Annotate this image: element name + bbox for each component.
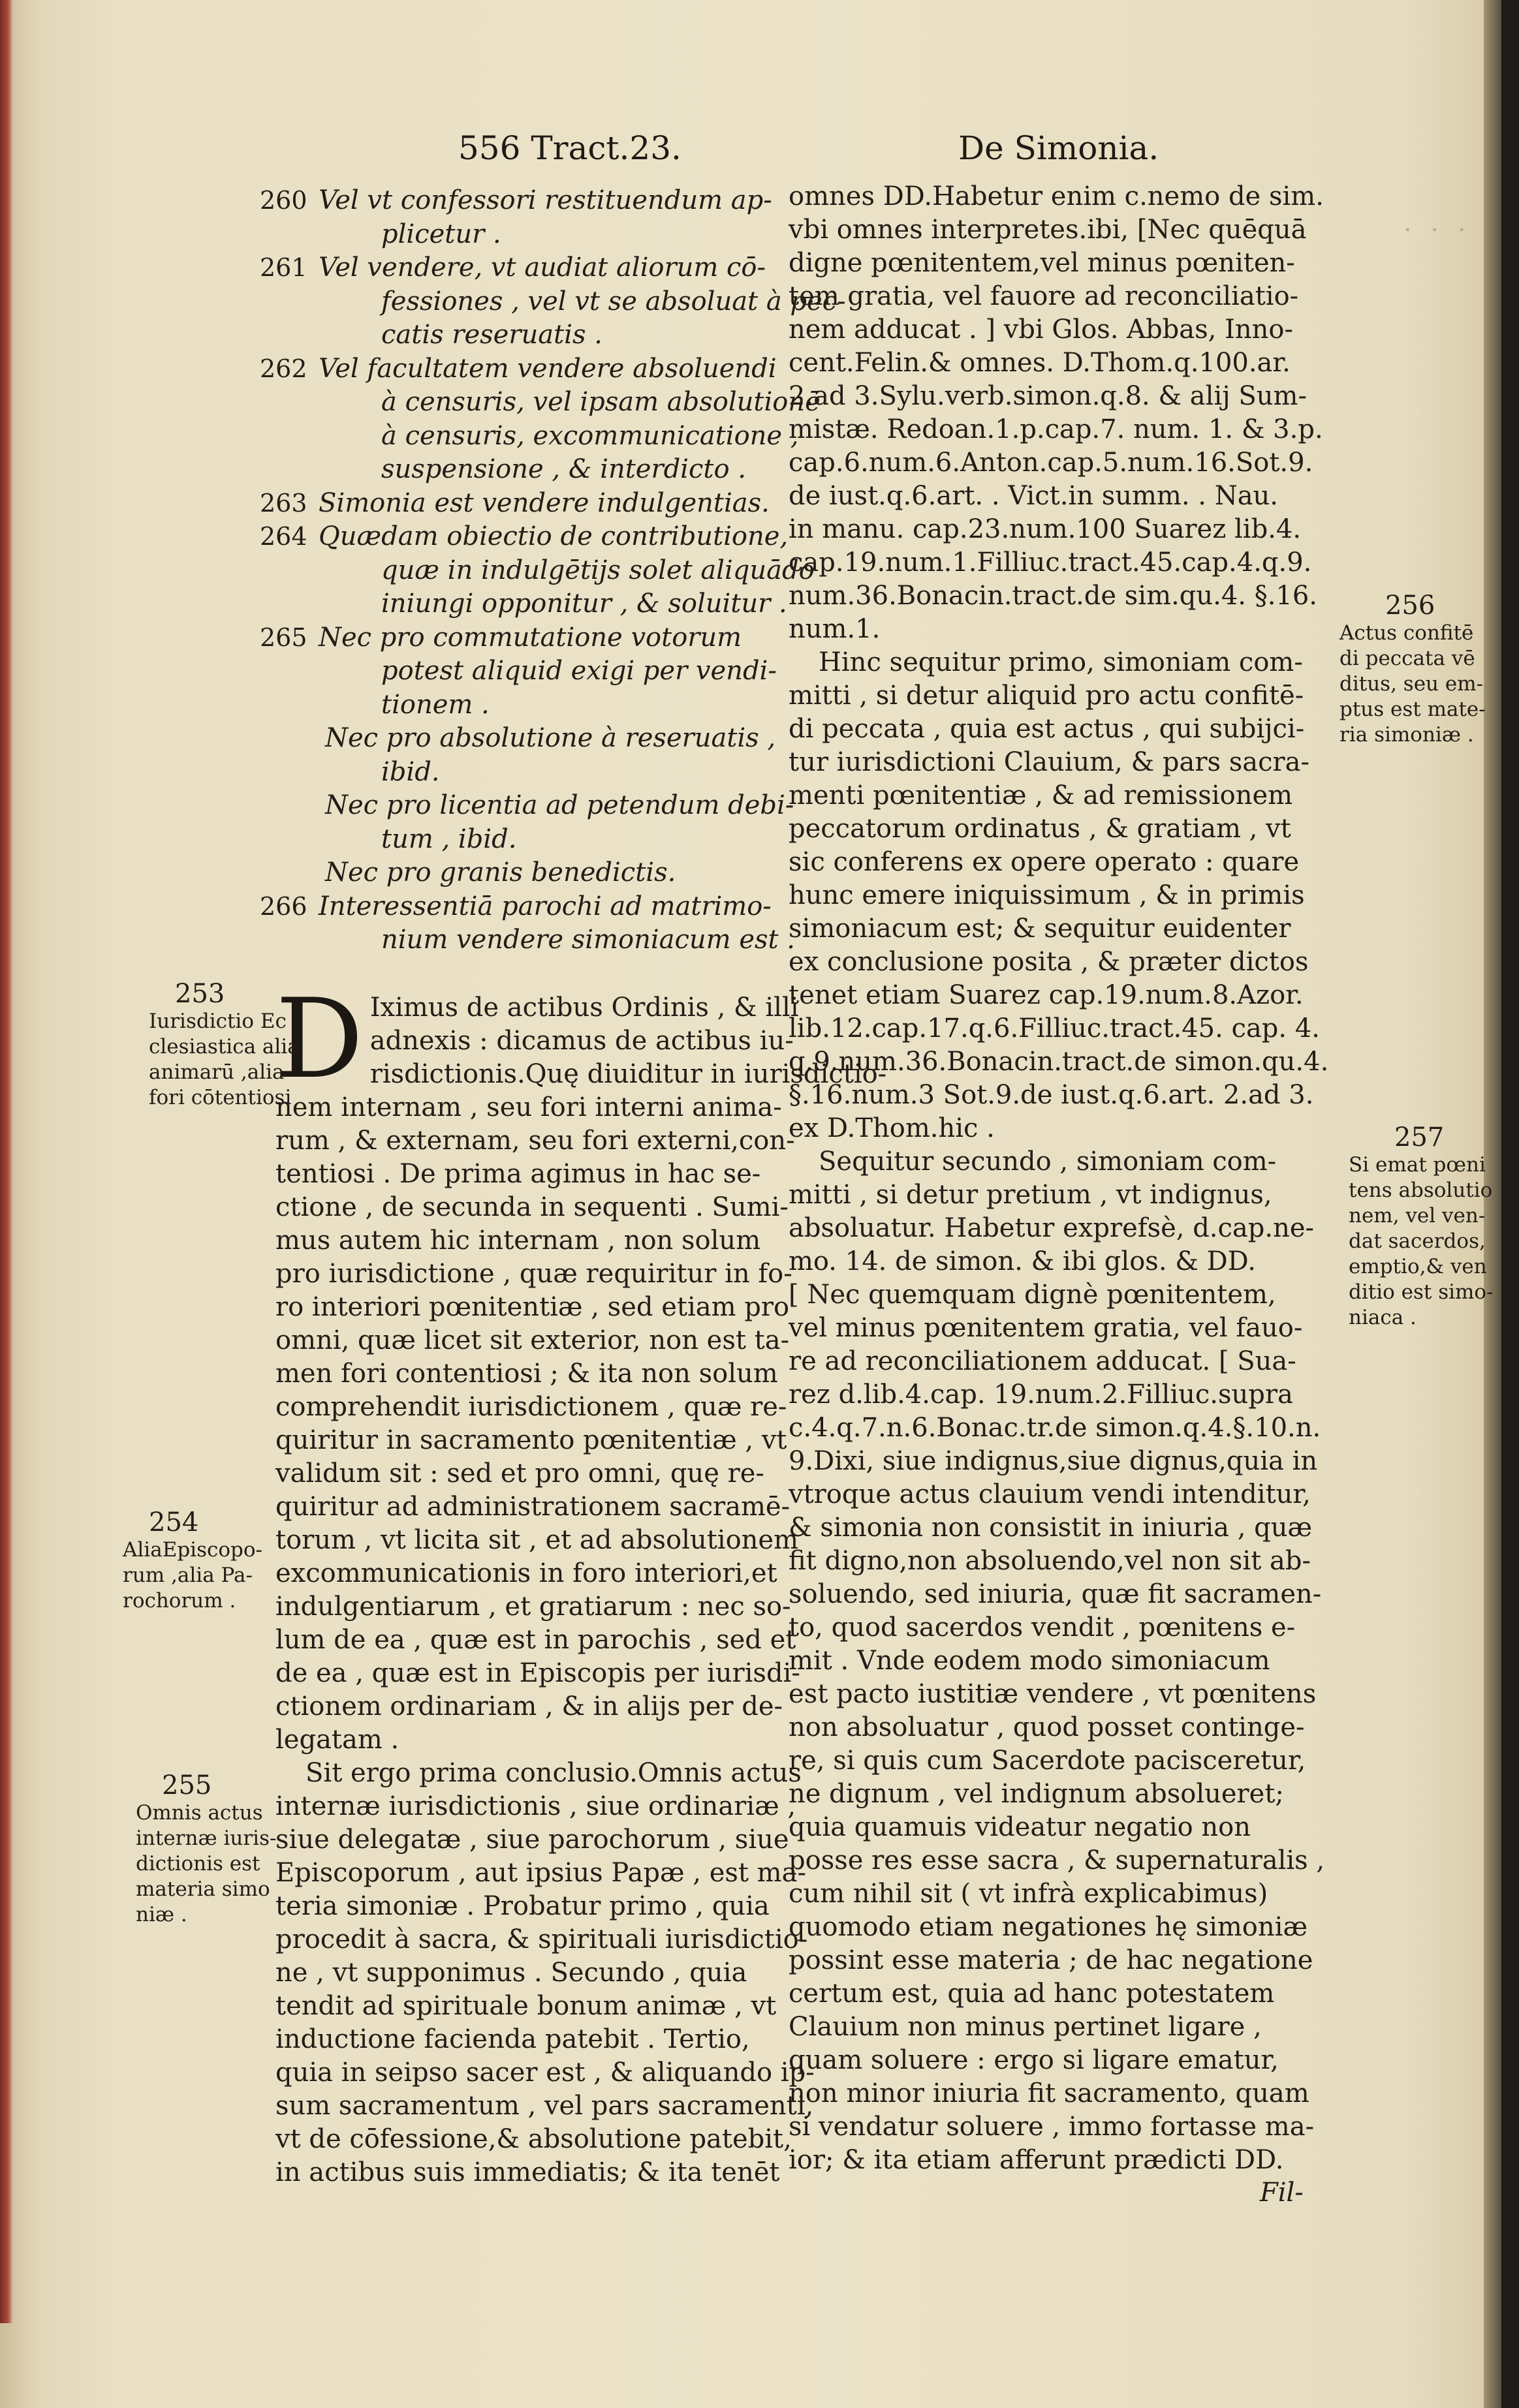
right-body-column	[789, 180, 1343, 2177]
body-line: si vendatur soluere , immo fortasse ma-	[789, 2112, 1315, 2142]
body-line: quiritur in sacramento pœnitentiæ , vt	[275, 1425, 787, 1455]
summary-line: Quædam obiectio de contributione, 264	[319, 520, 802, 554]
margin-note-line: nem, vel ven-	[1349, 1204, 1486, 1227]
body-line: nem internam , seu fori interni anima-	[275, 1092, 782, 1122]
summary-line: ibid.	[381, 756, 440, 787]
summary-line: tionem .	[381, 689, 490, 720]
summary-line: Vel vendere, vt audiat aliorum cō- 261	[319, 251, 802, 285]
body-line: nem adducat . ] vbi Glos. Abbas, Inno-	[789, 315, 1294, 345]
margin-note-line: dat sacerdos,	[1349, 1229, 1486, 1253]
margin-note-line: materia simo	[136, 1877, 270, 1901]
body-line: quomodo etiam negationes hę simoniæ	[789, 1912, 1308, 1942]
summary-line: suspensione , & interdicto .	[381, 454, 746, 484]
margin-note-line: niaca .	[1349, 1306, 1417, 1329]
body-line: torum , vt licita sit , et ad absolutionem	[275, 1525, 799, 1555]
margin-note-line: Si emat pœni	[1349, 1153, 1486, 1177]
show-through-text: · · ·	[1403, 215, 1471, 245]
margin-note-number: 254	[149, 1507, 199, 1537]
body-line: ctione , de secunda in sequenti . Sumi-	[275, 1192, 789, 1222]
body-line: mistæ. Redoan.1.p.cap.7. num. 1. & 3.p.	[789, 414, 1323, 444]
running-subject: De Simonia.	[958, 129, 1159, 167]
margin-note-line: dictionis est	[136, 1852, 260, 1875]
summary-number: 265	[260, 623, 307, 652]
body-line: mus autem hic internam , non solum	[275, 1226, 761, 1256]
summary-line: Nec pro commutatione votorum 265	[319, 621, 802, 655]
summary-number: 260	[260, 186, 307, 215]
body-line: tenet etiam Suarez cap.19.num.8.Azor.	[789, 980, 1304, 1010]
margin-note	[1349, 1122, 1494, 1331]
body-line: tendit ad spirituale bonum animæ , vt	[275, 1991, 777, 2021]
margin-note-line: tens absolutio	[1349, 1179, 1493, 1202]
summary-line: à censuris, vel ipsam absolutionē	[381, 387, 821, 417]
margin-note-line: Actus confitē	[1339, 621, 1474, 645]
body-line: possint esse materia ; de hac negatione	[789, 1945, 1313, 1975]
body-line: non absoluatur , quod posset continge-	[789, 1712, 1305, 1742]
body-line: soluendo, sed iniuria, quæ fit sacramen-	[789, 1579, 1322, 1609]
body-line: cap.6.num.6.Anton.cap.5.num.16.Sot.9.	[789, 448, 1313, 478]
summary-number: 266	[260, 891, 307, 921]
summary-line: Nec pro licentia ad petendum debi-	[325, 790, 794, 820]
body-line: hunc emere iniquissimum , & in primis	[789, 880, 1305, 910]
margin-note	[123, 1507, 262, 1614]
body-line: quia quamuis videatur negatio non	[789, 1812, 1251, 1842]
body-line: ne , vt supponimus . Secundo , quia	[275, 1958, 747, 1988]
summary-line: plicetur .	[381, 219, 501, 249]
margin-note-line: rum ,alia Pa-	[123, 1564, 253, 1587]
margin-note-line: clesiastica alia	[149, 1035, 300, 1058]
margin-note-number: 257	[1394, 1122, 1445, 1152]
body-line: 2.ad 3.Sylu.verb.simon.q.8. & alij Sum-	[789, 381, 1307, 411]
body-line: de ea , quæ est in Episcopis per iurisdi-	[275, 1658, 800, 1688]
body-line: non minor iniuria fit sacramento, quam	[789, 2078, 1309, 2108]
body-line: inductione facienda patebit . Tertio,	[275, 2024, 750, 2054]
body-line: simoniacum est; & sequitur euidenter	[789, 914, 1291, 944]
body-line: lib.12.cap.17.q.6.Filliuc.tract.45. cap. 4.	[789, 1013, 1321, 1043]
body-line: risdictionis.Quę diuiditur in iurisdictio-	[369, 1059, 887, 1089]
body-line: vt de cōfessione,& absolutione patebit,	[275, 2124, 792, 2154]
body-line: di peccata , quia est actus , qui subijci-	[789, 714, 1305, 744]
margin-note-number: 253	[175, 979, 225, 1009]
body-line: vbi omnes interpretes.ibi, [Nec quēquā	[789, 215, 1307, 245]
body-line: adnexis : dicamus de actibus iu-	[369, 1026, 794, 1056]
body-line: rez d.lib.4.cap. 19.num.2.Filliuc.supra	[789, 1380, 1293, 1410]
body-line: validum sit : sed et pro omni, quę re-	[275, 1459, 764, 1489]
body-line: de iust.q.6.art. . Vict.in summ. . Nau.	[789, 481, 1279, 511]
summary-line: quæ in indulgētijs solet aliquādo	[381, 555, 815, 585]
summary-line: catis reseruatis .	[381, 320, 603, 350]
body-line: mit . Vnde eodem modo simoniacum	[789, 1646, 1270, 1676]
body-line: §.16.num.3 Sot.9.de iust.q.6.art. 2.ad 3.	[789, 1080, 1314, 1110]
body-line: cum nihil sit ( vt infrà explicabimus)	[789, 1879, 1268, 1909]
body-line: mitti , si detur aliquid pro actu confitē-	[789, 681, 1304, 711]
margin-note-line: Iurisdictio Ec	[149, 1010, 287, 1033]
body-line: ex conclusione posita , & præter dictos	[789, 947, 1309, 977]
margin-note-line: animarū ,alia	[149, 1060, 285, 1084]
body-line: quia in seipso sacer est , & aliquando ip-	[275, 2058, 815, 2088]
body-line: internæ iurisdictionis , siue ordinariæ ,	[275, 1791, 796, 1821]
body-line: lum de ea , quæ est in parochis , sed et	[275, 1625, 796, 1655]
body-line: quiritur ad administrationem sacramē-	[275, 1492, 791, 1522]
body-line: peccatorum ordinatus , & gratiam , vt	[789, 814, 1291, 844]
margin-note-number: 255	[162, 1770, 212, 1800]
body-line: vel minus pœnitentem gratia, vel fauo-	[789, 1313, 1303, 1343]
summary-line: Vel vt confessori restituendum ap- 260	[319, 184, 802, 218]
body-line: ctionem ordinariam , & in alijs per de-	[275, 1691, 783, 1721]
body-line: fit digno,non absoluendo,vel non sit ab-	[789, 1546, 1311, 1576]
body-line: & simonia non consistit in iniuria , quæ	[789, 1513, 1313, 1543]
summary-line: potest aliquid exigi per vendi-	[381, 656, 777, 686]
body-line: pro iurisdictione , quæ requiritur in fo-	[275, 1259, 792, 1289]
body-line: Iximus de actibus Ordinis , & illi	[369, 993, 799, 1023]
margin-note-line: di peccata vē	[1339, 647, 1475, 670]
body-line: menti pœnitentiæ , & ad remissionem	[789, 780, 1293, 810]
summary-number: 262	[260, 354, 307, 383]
margin-note	[1339, 591, 1486, 748]
catchword: Fil-	[1260, 2178, 1304, 2208]
body-line: men fori contentiosi ; & ita non solum	[275, 1359, 778, 1389]
body-line: excommunicationis in foro interiori,et	[275, 1558, 777, 1588]
body-line: Sequitur secundo , simoniam com-	[819, 1147, 1277, 1177]
margin-note-line: ria simoniæ .	[1339, 723, 1474, 747]
body-line: Hinc sequitur primo, simoniam com-	[819, 647, 1303, 677]
body-line: procedit à sacra, & spirituali iurisdictio-	[275, 1924, 808, 1954]
body-line: num.1.	[789, 614, 881, 644]
summary-number: 264	[260, 522, 307, 551]
body-line: re ad reconciliationem adducat. [ Sua-	[789, 1346, 1296, 1376]
body-line: q.9.num.36.Bonacin.tract.de simon.qu.4.	[789, 1047, 1329, 1077]
body-line: indulgentiarum , et gratiarum : nec so-	[275, 1592, 791, 1622]
margin-note-line: emptio,& ven	[1349, 1255, 1487, 1278]
body-line: tentiosi . De prima agimus in hac se-	[275, 1159, 761, 1189]
body-line: teria simoniæ . Probatur primo , quia	[275, 1891, 770, 1921]
summary-line: iniungi opponitur , & soluitur .	[381, 589, 787, 619]
body-line: tem gratia, vel fauore ad reconciliatio-	[789, 281, 1299, 311]
body-line: Episcoporum , aut ipsius Papæ , est ma-	[275, 1858, 806, 1888]
body-line: legatam .	[275, 1725, 399, 1755]
body-line: comprehendit iurisdictionem , quæ re-	[275, 1392, 787, 1422]
body-line: ex D.Thom.hic .	[789, 1113, 995, 1143]
body-line: ne dignum , vel indignum absolueret;	[789, 1779, 1284, 1809]
body-line: to, quod sacerdos vendit , pœnitens e-	[789, 1613, 1296, 1643]
body-line: vtroque actus clauium vendi intenditur,	[789, 1479, 1311, 1509]
body-line: sum sacramentum , vel pars sacramenti,	[275, 2091, 814, 2121]
body-line: in manu. cap.23.num.100 Suarez lib.4.	[789, 514, 1302, 544]
margin-note-line: ditus, seu em-	[1339, 672, 1484, 696]
left-body-column	[275, 975, 887, 2189]
page-edge-red	[0, 0, 13, 2323]
margin-note-line: ptus est mate-	[1339, 698, 1486, 721]
body-line: c.4.q.7.n.6.Bonac.tr.de simon.q.4.§.10.n.	[789, 1413, 1321, 1443]
body-line: rum , & externam, seu fori externi,con-	[275, 1126, 795, 1156]
summary-line: fessiones , vel vt se absoluat à pec-	[381, 286, 846, 316]
body-line: certum est, quia ad hanc potestatem	[789, 1979, 1275, 2009]
body-line: re, si quis cum Sacerdote pacisceretur,	[789, 1746, 1306, 1776]
body-line: ro interiori pœnitentiæ , sed etiam pro	[275, 1292, 790, 1322]
body-line: quam soluere : ergo si ligare ematur,	[789, 2045, 1279, 2075]
margin-note-line: AliaEpiscopo-	[123, 1538, 263, 1562]
body-line: mo. 14. de simon. & ibi glos. & DD.	[789, 1246, 1256, 1276]
margin-note-line: ditio est simo-	[1349, 1280, 1494, 1304]
margin-note	[136, 1770, 276, 1928]
summary-line: nium vendere simoniacum est .	[381, 925, 796, 955]
body-line: mitti , si detur pretium , vt indignus,	[789, 1180, 1272, 1210]
body-line: cent.Felin.& omnes. D.Thom.q.100.ar.	[789, 348, 1291, 378]
drop-cap: D	[275, 975, 364, 1103]
summary-number: 261	[260, 253, 307, 282]
body-line: 9.Dixi, siue indignus,siue dignus,quia in	[789, 1446, 1318, 1476]
margin-note-line: niæ .	[136, 1903, 187, 1926]
margin-note-number: 256	[1385, 591, 1435, 621]
summary-line: à censuris, excommunicatione ,	[381, 420, 799, 451]
summary-number: 263	[260, 488, 307, 517]
summary-line: Nec pro granis benedictis.	[325, 857, 676, 888]
body-line: ior; & ita etiam afferunt prædicti DD.	[789, 2145, 1284, 2175]
body-line: Clauium non minus pertinet ligare ,	[789, 2012, 1262, 2042]
margin-note-line: fori cōtentiosi	[149, 1086, 292, 1109]
body-line: sic conferens ex opere operato : quare	[789, 847, 1300, 877]
margin-note-line: rochorum .	[123, 1589, 236, 1613]
running-title: 556 Tract.23.	[458, 129, 681, 167]
body-line: in actibus suis immediatis; & ita tenēt	[275, 2157, 780, 2187]
summary-line: Interessentiā parochi ad matrimo- 266	[319, 890, 802, 924]
body-line: siue delegatæ , siue parochorum , siue	[275, 1825, 789, 1855]
body-line: digne pœnitentem,vel minus pœniten-	[789, 248, 1295, 278]
body-line: omnes DD.Habetur enim c.nemo de sim.	[789, 181, 1324, 211]
summary-line: tum , ibid.	[381, 824, 517, 854]
body-line: posse res esse sacra , & supernaturalis ,	[789, 1845, 1325, 1875]
margin-note-line: Omnis actus	[136, 1801, 263, 1825]
body-line: absoluatur. Habetur exprefsè, d.cap.ne-	[789, 1213, 1315, 1243]
body-line: tur iurisdictioni Clauium, & pars sacra-	[789, 747, 1310, 777]
margin-note	[149, 979, 300, 1111]
summary-line: Vel facultatem vendere absoluendi 262	[319, 352, 802, 386]
summary-line: Nec pro absolutione à reseruatis ,	[325, 723, 776, 753]
summary-line: Simonia est vendere indulgentias. 263	[319, 487, 802, 521]
body-line: cap.19.num.1.Filliuc.tract.45.cap.4.q.9.	[789, 548, 1312, 578]
body-line: [ Nec quemquam dignè pœnitentem,	[789, 1280, 1276, 1310]
margin-note-line: internæ iuris-	[136, 1827, 277, 1850]
body-line: omni, quæ licet sit exterior, non est ta-	[275, 1325, 790, 1355]
body-line: est pacto iustitiæ vendere , vt pœnitens	[789, 1679, 1317, 1709]
body-line: Sit ergo prima conclusio.Omnis actus	[305, 1758, 802, 1788]
body-line: num.36.Bonacin.tract.de sim.qu.4. §.16.	[789, 581, 1318, 611]
